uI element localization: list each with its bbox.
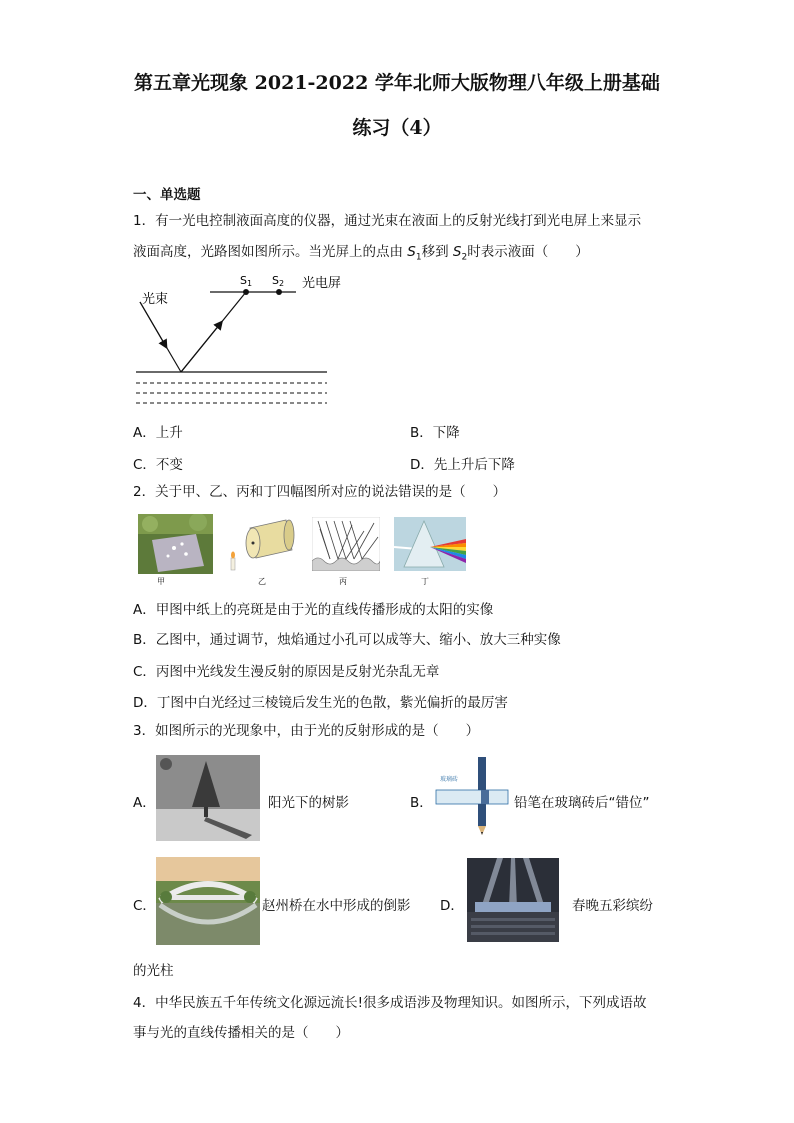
q1-stem-mid: 移到 — [421, 244, 453, 260]
q2-image-ding — [394, 517, 466, 571]
q2-option-d[interactable]: D．丁图中白光经过三棱镜后发生光的色散，紫光偏折的最厉害 — [133, 695, 508, 711]
q3-option-c-text: 赵州桥在水中形成的倒影 — [262, 898, 411, 914]
q2-stem: 2．关于甲、乙、丙和丁四幅图所对应的说法错误的是（ ） — [133, 484, 507, 500]
q2-label-yi: 乙 — [258, 577, 266, 586]
q2-image-bing — [312, 517, 380, 571]
q3-option-d-text-cont: 的光柱 — [133, 963, 174, 979]
q3-option-b-image — [434, 757, 510, 837]
q3-option-a-image — [156, 755, 260, 841]
q3-stem: 3．如图所示的光现象中，由于光的反射形成的是（ ） — [133, 723, 480, 739]
q1-s2: S — [452, 244, 462, 260]
q2-image-yi — [226, 514, 301, 576]
q3-option-b-letter[interactable]: B． — [410, 795, 433, 811]
q2-label-jia: 甲 — [157, 577, 165, 586]
document-title-line2: 练习（4） — [352, 117, 442, 139]
q3-option-a-text: 阳光下的树影 — [268, 795, 349, 811]
fig-screen-label: 光电屏 — [302, 276, 342, 291]
q1-stem-post: 时表示液面（ ） — [467, 244, 589, 260]
q1-stem-line2 — [133, 243, 589, 267]
q3-option-d-image — [467, 858, 559, 942]
q1-option-d[interactable]: D．先上升后下降 — [410, 457, 515, 473]
q1-stem-pre: 液面高度，光路图如图所示。当光屏上的点由 — [133, 244, 408, 260]
q4-stem-line1: 4．中华民族五千年传统文化源远流长!很多成语涉及物理知识。如图所示，下列成语故 — [133, 995, 647, 1011]
q1-s1: S — [407, 244, 416, 260]
q3-option-c-image — [156, 857, 260, 945]
fig-s1-label: S1 — [240, 274, 253, 288]
q1-s1-sub: 1 — [415, 252, 422, 263]
q3-option-d-text: 春晚五彩缤纷 — [572, 898, 653, 914]
q1-option-a[interactable]: A．上升 — [133, 425, 183, 441]
q3-option-d-letter[interactable]: D． — [440, 898, 464, 914]
document-title-line1: 第五章光现象 2021-2022 学年北师大版物理八年级上册基础 — [134, 72, 660, 94]
q3-option-a-letter[interactable]: A． — [133, 795, 156, 811]
fig-s2-label: S2 — [272, 274, 285, 288]
q1-optics-diagram — [130, 270, 360, 410]
q2-label-bing: 丙 — [339, 577, 347, 586]
q2-option-b[interactable]: B．乙图中，通过调节，烛焰通过小孔可以成等大、缩小、放大三种实像 — [133, 632, 561, 648]
q4-stem-line2: 事与光的直线传播相关的是（ ） — [133, 1025, 349, 1041]
s2-dot — [276, 289, 282, 295]
section-heading: 一、单选题 — [133, 187, 201, 203]
q1-option-c[interactable]: C．不变 — [133, 457, 183, 473]
q1-s2-sub: 2 — [461, 252, 468, 263]
q2-option-c[interactable]: C．丙图中光线发生漫反射的原因是反射光杂乱无章 — [133, 664, 440, 680]
glass-label: 玻璃砖 — [440, 776, 459, 783]
q1-option-b[interactable]: B．下降 — [410, 425, 460, 441]
q2-option-a[interactable]: A．甲图中纸上的亮斑是由于光的直线传播形成的太阳的实像 — [133, 602, 494, 618]
q2-label-ding: 丁 — [421, 577, 429, 586]
q3-option-b-text: 铅笔在玻璃砖后“错位” — [514, 795, 650, 811]
q1-stem-line1: 1．有一光电控制液面高度的仪器，通过光束在液面上的反射光线打到光电屏上来显示 — [133, 213, 642, 229]
q2-image-jia — [138, 514, 213, 574]
q3-option-c-letter[interactable]: C． — [133, 898, 156, 914]
fig-beam-label: 光束 — [142, 292, 169, 307]
